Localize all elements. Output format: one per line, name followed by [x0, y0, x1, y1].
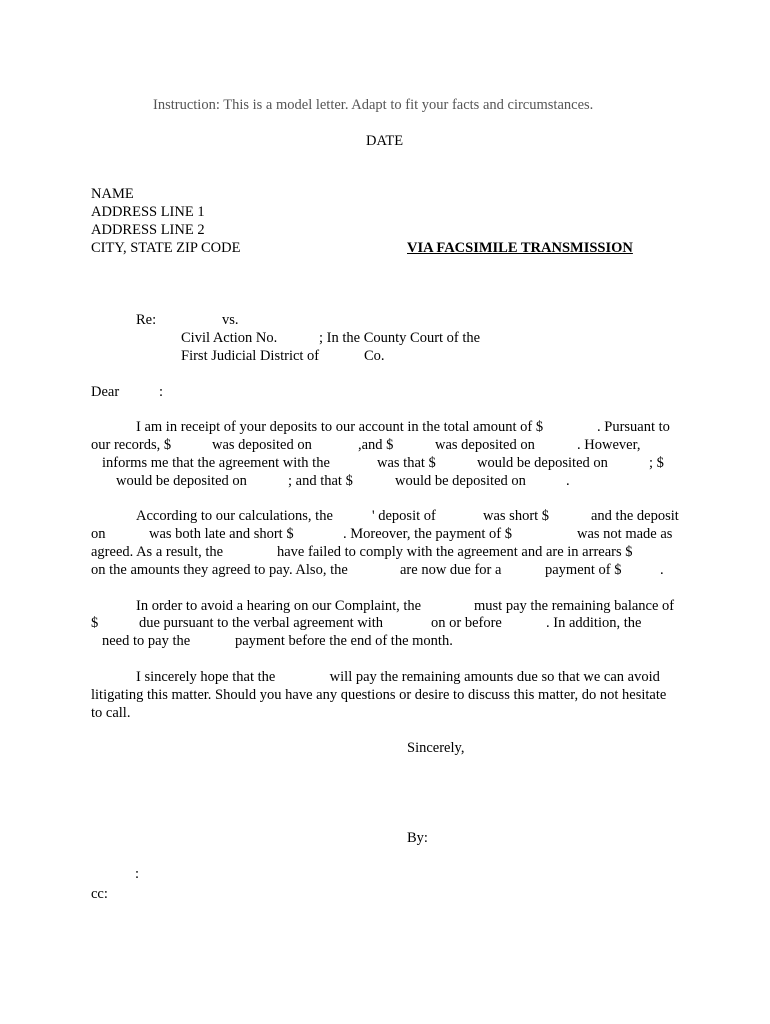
para4-text: I sincerely hope that the will pay the remaining amounts due so that we can avoid [136, 669, 660, 685]
para2-text: have failed to comply with the agreement and are in arrears $ [277, 544, 633, 560]
para1-text: ; $ [649, 455, 664, 471]
para1-text: . [566, 473, 570, 489]
re-district: First Judicial District of [181, 348, 320, 364]
para3-text: In order to avoid a hearing on our Complaint, the [136, 598, 422, 614]
para2-text: and the deposit [591, 508, 679, 524]
para2-text: According to our calculations, the [136, 508, 333, 524]
re-civil-action: Civil Action No. [181, 330, 278, 346]
para4-text: litigating this matter. Should you have any questions or desire to discuss this matter, do not hesitate [91, 687, 667, 703]
para3-text: on or before [431, 615, 502, 631]
recipient-address-line-1: ADDRESS LINE 1 [91, 204, 205, 220]
para3-text: due pursuant to the verbal agreement with [139, 615, 384, 631]
para2-text: was both late and short $ [149, 526, 294, 542]
para1-text: would be deposited on [477, 455, 608, 471]
para2-text: . Moreover, the payment of $ [343, 526, 512, 542]
para2-text: agreed. As a result, the [91, 544, 224, 560]
recipient-city-state-zip: CITY, STATE ZIP CODE [91, 240, 241, 256]
cc-label: cc: [91, 886, 108, 902]
para2-text: on [91, 526, 106, 542]
para1-text: was deposited on [435, 437, 535, 453]
para1-text: I am in receipt of your deposits to our account in the total amount of $ [136, 419, 544, 435]
para1-text: ,and $ [358, 437, 394, 453]
re-vs: vs. [222, 312, 239, 328]
instruction-note: Instruction: This is a model letter. Adapt to fit your facts and circumstances. [153, 97, 594, 113]
date-placeholder: DATE [366, 133, 404, 149]
delivery-method: VIA FACSIMILE TRANSMISSION [407, 240, 633, 256]
recipient-name: NAME [91, 186, 134, 202]
re-label: Re: [136, 312, 157, 328]
para2-text: was not made as [577, 526, 673, 542]
salutation-dear: Dear [91, 384, 120, 400]
para1-text: was deposited on [212, 437, 312, 453]
para4-text: to call. [91, 705, 131, 721]
para1-text: would be deposited on [395, 473, 526, 489]
para1-text: our records, $ [91, 437, 172, 453]
re-county: Co. [364, 348, 385, 364]
para3-text: . In addition, the [546, 615, 642, 631]
para2-text: are now due for a [400, 562, 502, 578]
para2-text: ' deposit of [372, 508, 436, 524]
para1-text: . However, [577, 437, 641, 453]
closing-sincerely: Sincerely, [407, 740, 465, 756]
para3-text: need to pay the [102, 633, 191, 649]
re-court: ; In the County Court of the [319, 330, 481, 346]
para1-text: informs me that the agreement with the [102, 455, 330, 471]
para1-text: ; and that $ [288, 473, 353, 489]
para3-text: payment before the end of the month. [235, 633, 453, 649]
para1-text: . Pursuant to [597, 419, 670, 435]
para2-text: on the amounts they agreed to pay. Also, the [91, 562, 348, 578]
para2-text: . [660, 562, 664, 578]
para1-text: would be deposited on [116, 473, 247, 489]
signature-colon: : [135, 866, 140, 882]
para2-text: was short $ [483, 508, 550, 524]
para2-text: payment of $ [545, 562, 622, 578]
salutation-colon: : [159, 384, 164, 400]
signature-by: By: [407, 830, 428, 846]
recipient-address-line-2: ADDRESS LINE 2 [91, 222, 205, 238]
para1-text: was that $ [377, 455, 436, 471]
para3-text: must pay the remaining balance of [474, 598, 675, 614]
para3-text: $ [91, 615, 99, 631]
